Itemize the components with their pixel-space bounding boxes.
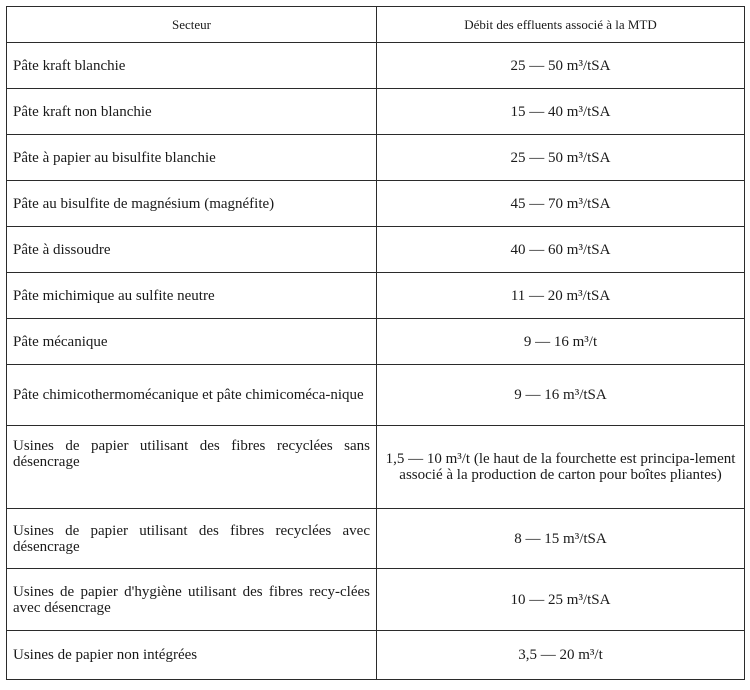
sector-cell: Usines de papier non intégrées [7, 631, 377, 680]
sector-cell: Pâte à dissoudre [7, 227, 377, 273]
sector-cell: Pâte michimique au sulfite neutre [7, 273, 377, 319]
header-flow: Débit des effluents associé à la MTD [377, 7, 745, 43]
sector-cell: Usines de papier utilisant des fibres recyclées avec désencrage [7, 509, 377, 569]
sector-cell: Usines de papier utilisant des fibres recyclées sans désencrage [7, 426, 377, 509]
flow-cell: 45 — 70 m³/tSA [377, 181, 745, 227]
sector-cell: Pâte kraft non blanchie [7, 89, 377, 135]
flow-cell: 25 — 50 m³/tSA [377, 135, 745, 181]
flow-cell: 10 — 25 m³/tSA [377, 569, 745, 631]
sector-cell: Pâte à papier au bisulfite blanchie [7, 135, 377, 181]
flow-cell: 40 — 60 m³/tSA [377, 227, 745, 273]
sector-cell: Pâte mécanique [7, 319, 377, 365]
table-row [7, 426, 745, 509]
table-row [7, 43, 745, 89]
flow-cell: 1,5 — 10 m³/t (le haut de la fourchette est principa-lement associé à la production de carton pour boîtes pliantes) [377, 426, 745, 509]
table-row [7, 319, 745, 365]
table-row [7, 631, 745, 680]
table-row [7, 569, 745, 631]
table-header-row [7, 7, 745, 43]
flow-cell: 9 — 16 m³/t [377, 319, 745, 365]
header-sector: Secteur [7, 7, 377, 43]
flow-cell: 9 — 16 m³/tSA [377, 365, 745, 426]
table-row [7, 509, 745, 569]
flow-cell: 11 — 20 m³/tSA [377, 273, 745, 319]
flow-cell: 8 — 15 m³/tSA [377, 509, 745, 569]
table-row [7, 365, 745, 426]
sector-cell: Pâte chimicothermomécanique et pâte chimicoméca-nique [7, 365, 377, 426]
table-row [7, 273, 745, 319]
table-row [7, 227, 745, 273]
table-row [7, 135, 745, 181]
table-row [7, 89, 745, 135]
flow-cell: 3,5 — 20 m³/t [377, 631, 745, 680]
flow-cell: 25 — 50 m³/tSA [377, 43, 745, 89]
effluent-flow-table [6, 6, 745, 680]
sector-cell: Usines de papier d'hygiène utilisant des fibres recy-clées avec désencrage [7, 569, 377, 631]
sector-cell: Pâte au bisulfite de magnésium (magnéfite) [7, 181, 377, 227]
flow-cell: 15 — 40 m³/tSA [377, 89, 745, 135]
table-row [7, 181, 745, 227]
sector-cell: Pâte kraft blanchie [7, 43, 377, 89]
